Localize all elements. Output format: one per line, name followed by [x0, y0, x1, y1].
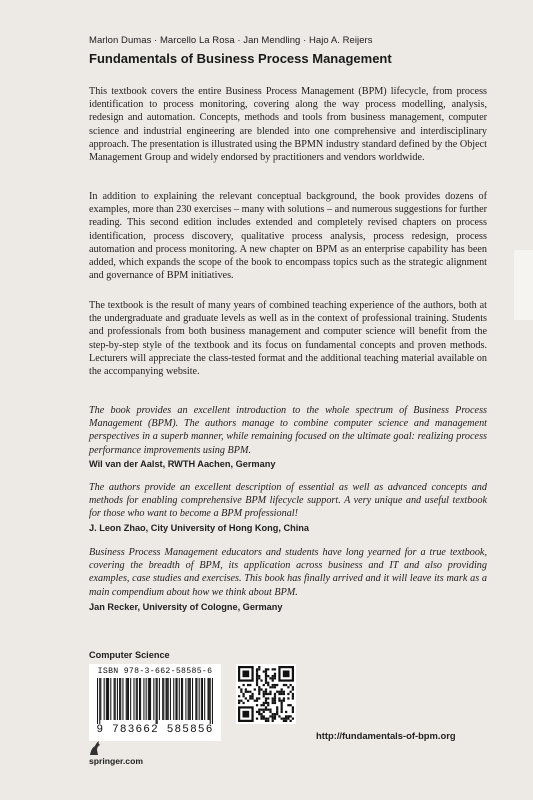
barcode-bar: [136, 678, 137, 720]
barcode-bar: [189, 678, 190, 720]
barcode-bar: [117, 678, 118, 720]
barcode-bar: [177, 678, 178, 720]
qr-module: [281, 706, 283, 708]
qr-module: [272, 702, 274, 704]
cover-edge-tab: [514, 250, 533, 320]
qr-module: [267, 693, 269, 695]
qr-module: [245, 688, 247, 690]
qr-module: [274, 715, 276, 717]
qr-module: [256, 668, 258, 670]
barcode-bar: [130, 678, 131, 720]
qr-module: [265, 668, 267, 670]
qr-module: [278, 693, 280, 695]
barcode-bar: [114, 678, 115, 720]
qr-module: [281, 702, 283, 704]
description-paragraph: The textbook is the result of many years of combined teaching experience of the authors, both at the undergraduate and graduate levels as well as in the context of professional training. Students and professionals from both business management and computer science will benefit from the step-by-step style of the textbook and its focus on fundamental concepts and proven methods. Lecturers will appreciate the class-tested format and the additional teaching material available on the accompanying website.: [89, 300, 487, 378]
qr-module: [292, 709, 294, 711]
barcode-bar: [170, 678, 171, 720]
qr-module: [263, 704, 265, 706]
qr-module: [274, 693, 276, 695]
barcode-bar: [182, 678, 183, 720]
qr-module: [285, 718, 287, 720]
barcode-bar: [168, 678, 169, 720]
qr-module: [249, 697, 251, 699]
barcode-bar: [166, 678, 167, 720]
review-quote: Business Process Management educators and students have long yearned for a true textbook, covering the breadth of BPM, its application across business and IT and also providing examples, case studies and exercises. This book has finally arrived and it will leave its mark as a main compendium about how we think about BPM.: [89, 547, 487, 598]
qr-module: [238, 700, 240, 702]
qr-module: [290, 704, 292, 706]
review-quote: The authors provide an excellent description of essential as well as advanced concepts and methods for enabling comprehensive BPM lifecycle support. A very unique and useful textbook for those who want to become a BPM professional!: [89, 482, 487, 520]
qr-module: [249, 691, 251, 693]
qr-module: [272, 675, 274, 677]
barcode-bar: [139, 678, 140, 720]
qr-module: [265, 673, 267, 675]
qr-module: [276, 706, 278, 708]
qr-module: [285, 711, 287, 713]
qr-module: [240, 700, 242, 702]
isbn-barcode: [89, 664, 221, 741]
qr-module: [263, 718, 265, 720]
author-list: Marlon Dumas · Marcello La Rosa · Jan Mendling · Hajo A. Reijers: [89, 35, 373, 46]
barcode-bar: [143, 678, 144, 720]
qr-finder: [242, 670, 249, 677]
qr-module: [267, 704, 269, 706]
qr-module: [283, 720, 285, 722]
qr-code-pattern: [236, 664, 296, 724]
barcode-bar: [156, 678, 157, 724]
qr-module: [283, 691, 285, 693]
description-paragraph: This textbook covers the entire Business Process Management (BPM) lifecycle, from process identification to process monitoring, covering along the way process modelling, analysis, redesign and automation. Concepts, methods and tools from business management, computer science and industrial engineering are blended into one comprehensive and interdisciplinary approach. The presentation is illustrated using the BPMN industry standard defined by the Object Management Group and widely endorsed by practitioners and vendors worldwide.: [89, 86, 487, 164]
barcode-bar: [185, 678, 186, 720]
qr-module: [256, 682, 258, 684]
barcode-bar: [159, 678, 160, 720]
qr-module: [287, 686, 289, 688]
barcode-bar: [199, 678, 200, 720]
qr-module: [281, 688, 283, 690]
qr-module: [242, 684, 244, 686]
barcode-bar: [196, 678, 197, 720]
qr-module: [263, 670, 265, 672]
qr-code: [236, 664, 296, 724]
qr-module: [260, 679, 262, 681]
barcode-bar: [146, 678, 147, 720]
subject-category: Computer Science: [89, 650, 170, 660]
qr-module: [276, 691, 278, 693]
barcode-bar: [150, 678, 151, 720]
review-attribution: Wil van der Aalst, RWTH Aachen, Germany: [89, 459, 276, 469]
barcode-bar: [97, 678, 98, 724]
barcode-bar: [106, 678, 107, 720]
qr-module: [256, 697, 258, 699]
barcode-bar: [149, 678, 150, 720]
qr-module: [269, 686, 271, 688]
barcode-bar: [167, 678, 168, 720]
qr-module: [292, 693, 294, 695]
barcode-bar: [192, 678, 193, 720]
qr-module: [256, 711, 258, 713]
qr-module: [256, 679, 258, 681]
qr-module: [272, 713, 274, 715]
qr-module: [260, 688, 262, 690]
qr-module: [274, 686, 276, 688]
barcode-bar: [140, 678, 141, 720]
qr-module: [256, 704, 258, 706]
qr-module: [258, 713, 260, 715]
qr-module: [272, 720, 274, 722]
barcode-bar: [188, 678, 189, 720]
website-link[interactable]: http://fundamentals-of-bpm.org: [316, 730, 456, 741]
qr-module: [274, 702, 276, 704]
qr-module: [260, 704, 262, 706]
qr-module: [281, 718, 283, 720]
qr-module: [274, 677, 276, 679]
qr-module: [269, 709, 271, 711]
barcode-bar: [148, 678, 149, 720]
isbn-label: ISBN 978-3-662-58585-6: [97, 667, 213, 676]
qr-module: [258, 668, 260, 670]
qr-module: [269, 677, 271, 679]
barcode-bar: [190, 678, 191, 720]
barcode-bar: [137, 678, 138, 720]
barcode-bar: [210, 678, 211, 724]
qr-module: [267, 709, 269, 711]
qr-module: [256, 700, 258, 702]
review-quote: The book provides an excellent introduction to the whole spectrum of Business Process Management (BPM). The authors manage to combine computer science and management perspectives in a superb manner, while remaining focused on the ultimate goal: realizing process performance improvements using BPM.: [89, 405, 487, 456]
qr-module: [258, 666, 260, 668]
qr-module: [276, 684, 278, 686]
barcode-bar: [133, 678, 134, 720]
qr-module: [247, 691, 249, 693]
qr-module: [242, 695, 244, 697]
description-paragraph: In addition to explaining the relevant conceptual background, the book provides dozens of examples, more than 230 exercises – many with solutions – and numerous suggestions for further reading. This second edition includes extended and completely revised chapters on process identification, process discovery, qualitative process analysis, process redesign, process automation and process monitoring. A new chapter on BPM as an enterprise capability has been added, which expands the scope of the book to encompass topics such as the strategic alignment and governance of BPM initiatives.: [89, 191, 487, 282]
barcode-digits: 9 783662 585856: [96, 724, 214, 736]
publisher-link[interactable]: springer.com: [89, 756, 143, 766]
qr-module: [265, 670, 267, 672]
barcode-bar: [195, 678, 196, 720]
qr-module: [265, 675, 267, 677]
qr-module: [287, 718, 289, 720]
qr-finder: [283, 670, 290, 677]
qr-module: [265, 679, 267, 681]
barcode-bar: [99, 678, 100, 724]
qr-module: [238, 695, 240, 697]
qr-module: [267, 697, 269, 699]
qr-module: [274, 695, 276, 697]
barcode-bar: [202, 678, 203, 720]
qr-module: [242, 693, 244, 695]
qr-module: [283, 697, 285, 699]
qr-module: [272, 686, 274, 688]
qr-module: [276, 713, 278, 715]
barcode-bar: [173, 678, 174, 720]
qr-module: [251, 693, 253, 695]
barcode-bar: [153, 678, 154, 720]
qr-module: [258, 697, 260, 699]
qr-module: [240, 691, 242, 693]
qr-module: [258, 709, 260, 711]
barcode-bar: [122, 678, 123, 720]
qr-module: [274, 697, 276, 699]
qr-module: [281, 693, 283, 695]
qr-module: [256, 718, 258, 720]
qr-module: [265, 706, 267, 708]
qr-module: [278, 715, 280, 717]
qr-module: [290, 715, 292, 717]
barcode-bar: [110, 678, 111, 720]
qr-module: [278, 697, 280, 699]
qr-module: [260, 718, 262, 720]
barcode-bar: [163, 678, 164, 720]
qr-module: [276, 711, 278, 713]
qr-module: [265, 709, 267, 711]
barcode-bar: [157, 678, 158, 724]
qr-module: [258, 677, 260, 679]
qr-module: [269, 691, 271, 693]
qr-module: [290, 720, 292, 722]
qr-module: [274, 673, 276, 675]
qr-module: [287, 715, 289, 717]
barcode-bar: [181, 678, 182, 720]
qr-module: [254, 700, 256, 702]
book-title: Fundamentals of Business Process Management: [89, 51, 392, 66]
qr-module: [272, 668, 274, 670]
qr-module: [263, 709, 265, 711]
qr-module: [278, 691, 280, 693]
qr-module: [256, 670, 258, 672]
qr-module: [258, 711, 260, 713]
qr-module: [260, 709, 262, 711]
qr-module: [274, 684, 276, 686]
qr-module: [292, 706, 294, 708]
qr-module: [274, 700, 276, 702]
qr-module: [278, 700, 280, 702]
qr-module: [267, 675, 269, 677]
qr-finder: [242, 711, 249, 718]
qr-module: [292, 711, 294, 713]
qr-module: [247, 700, 249, 702]
qr-module: [265, 718, 267, 720]
qr-module: [285, 684, 287, 686]
qr-module: [256, 675, 258, 677]
qr-module: [272, 697, 274, 699]
qr-module: [292, 718, 294, 720]
qr-module: [283, 718, 285, 720]
qr-module: [276, 709, 278, 711]
qr-module: [258, 675, 260, 677]
qr-module: [249, 684, 251, 686]
qr-module: [258, 688, 260, 690]
qr-module: [287, 704, 289, 706]
qr-module: [258, 693, 260, 695]
qr-module: [260, 713, 262, 715]
qr-module: [249, 695, 251, 697]
qr-module: [269, 715, 271, 717]
qr-module: [263, 693, 265, 695]
qr-module: [251, 695, 253, 697]
qr-module: [285, 720, 287, 722]
qr-module: [281, 704, 283, 706]
qr-module: [263, 702, 265, 704]
barcode-bar: [175, 678, 176, 720]
qr-module: [287, 697, 289, 699]
qr-module: [267, 702, 269, 704]
qr-module: [267, 718, 269, 720]
springer-horse-logo: [89, 740, 101, 756]
barcode-bar: [115, 678, 116, 720]
barcode-bar: [212, 678, 213, 724]
barcode-bar: [100, 678, 101, 720]
qr-module: [272, 684, 274, 686]
qr-module: [283, 700, 285, 702]
qr-module: [274, 718, 276, 720]
qr-module: [245, 691, 247, 693]
qr-module: [292, 686, 294, 688]
barcode-bar: [162, 678, 163, 720]
barcode-bar: [120, 678, 121, 720]
barcode-bar: [108, 678, 109, 720]
qr-module: [285, 715, 287, 717]
qr-module: [258, 686, 260, 688]
qr-module: [265, 702, 267, 704]
qr-module: [272, 700, 274, 702]
qr-module: [281, 709, 283, 711]
qr-module: [242, 702, 244, 704]
barcode-bar: [127, 678, 128, 720]
qr-module: [263, 715, 265, 717]
qr-module: [272, 715, 274, 717]
qr-module: [238, 686, 240, 688]
qr-module: [254, 688, 256, 690]
qr-module: [247, 684, 249, 686]
qr-module: [281, 711, 283, 713]
qr-module: [292, 695, 294, 697]
qr-module: [251, 697, 253, 699]
review-attribution: J. Leon Zhao, City University of Hong Kong, China: [89, 523, 309, 533]
qr-module: [283, 693, 285, 695]
qr-module: [269, 711, 271, 713]
qr-module: [283, 684, 285, 686]
qr-module: [292, 688, 294, 690]
barcode-bar: [204, 678, 205, 720]
barcode-bar: [179, 678, 180, 720]
qr-module: [290, 684, 292, 686]
qr-module: [265, 697, 267, 699]
qr-module: [265, 677, 267, 679]
qr-module: [265, 693, 267, 695]
qr-module: [267, 668, 269, 670]
qr-module: [267, 684, 269, 686]
qr-module: [263, 684, 265, 686]
barcode-bar: [126, 678, 127, 720]
barcode-bar: [209, 678, 210, 720]
qr-module: [258, 691, 260, 693]
review-attribution: Jan Recker, University of Cologne, Germany: [89, 602, 283, 612]
qr-module: [256, 684, 258, 686]
qr-module: [265, 700, 267, 702]
qr-module: [256, 677, 258, 679]
qr-module: [256, 673, 258, 675]
barcode-bar: [207, 678, 208, 720]
qr-module: [265, 691, 267, 693]
qr-module: [272, 677, 274, 679]
qr-module: [281, 691, 283, 693]
qr-module: [260, 715, 262, 717]
qr-module: [265, 682, 267, 684]
qr-module: [287, 693, 289, 695]
qr-module: [274, 668, 276, 670]
barcode-bars: [97, 678, 213, 724]
barcode-bar: [104, 678, 105, 720]
qr-module: [267, 720, 269, 722]
qr-module: [272, 679, 274, 681]
qr-module: [263, 695, 265, 697]
qr-module: [281, 700, 283, 702]
qr-module: [292, 697, 294, 699]
qr-module: [265, 688, 267, 690]
qr-module: [238, 702, 240, 704]
barcode-bar: [119, 678, 120, 720]
qr-module: [269, 693, 271, 695]
qr-module: [240, 688, 242, 690]
qr-module: [245, 697, 247, 699]
qr-module: [263, 711, 265, 713]
qr-module: [267, 682, 269, 684]
qr-module: [274, 675, 276, 677]
barcode-bar: [201, 678, 202, 720]
qr-module: [290, 691, 292, 693]
qr-module: [265, 720, 267, 722]
barcode-bar: [107, 678, 108, 720]
qr-module: [263, 691, 265, 693]
barcode-bar: [128, 678, 129, 720]
qr-module: [272, 718, 274, 720]
qr-module: [274, 713, 276, 715]
